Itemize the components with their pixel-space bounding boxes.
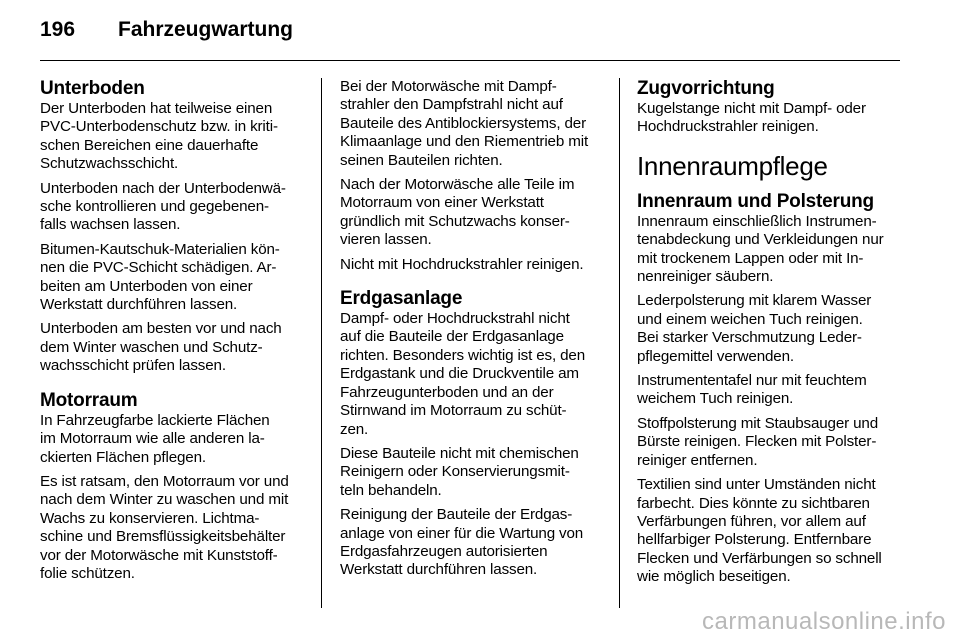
- column-right: [637, 78, 905, 593]
- paragraph: In Fahrzeugfarbe lackierte Flächen im Motorraum wie alle anderen la- ckierten Flächen pflegen.: [40, 411, 270, 466]
- paragraph: Diese Bauteile nicht mit chemischen Reinigern oder Konservierungsmit- teln behandeln.: [340, 444, 579, 499]
- paragraph: Reinigung der Bauteile der Erdgas- anlage von einer für die Wartung von Erdgasfahrzeugen autorisierten Werkstatt durchführen lassen.: [340, 506, 584, 579]
- paragraph: Unterboden am besten vor und nach dem Winter waschen und Schutz- wachsschicht prüfen lassen.: [40, 320, 282, 375]
- paragraph: Textilien sind unter Umständen nicht farbecht. Dies könnte zu sichtbaren Verfärbungen führen, vor allem auf hellfarbiger Polsterung. Entfernbare Flecken und Verfärbungen so schnell wie möglich beseitigen.: [637, 476, 882, 586]
- paragraph: Der Unterboden hat teilweise einen PVC-Unterbodenschutz bzw. in kriti- schen Bereichen eine dauerhafte Schutzwachsschicht.: [40, 100, 278, 173]
- header-rule: [40, 60, 900, 61]
- column-divider-2: [619, 78, 620, 608]
- paragraph: Instrumententafel nur mit feuchtem weichem Tuch reinigen.: [637, 372, 867, 408]
- page-number: 196: [40, 18, 76, 41]
- paragraph: Dampf- oder Hochdruckstrahl nicht auf die Bauteile der Erdgasanlage richten. Besonders wichtig ist es, den Erdgastank und die Druckventile am Fahrzeugunterboden und an der Stirnwand im Motorraum zu schüt- zen.: [340, 310, 586, 438]
- column-left: [40, 78, 308, 589]
- column-middle: [340, 78, 608, 586]
- heading-zugvorrichtung: Zugvorrichtung: [637, 78, 775, 99]
- paragraph: Bei der Motorwäsche mit Dampf- strahler den Dampfstrahl nicht auf Bauteile des Antiblockiersystems, der Klimaanlage und den Riementrieb mit seinen Bauteilen richten.: [340, 78, 589, 169]
- paragraph: Nicht mit Hochdruckstrahler reinigen.: [340, 255, 584, 273]
- heading-motorraum: Motorraum: [40, 389, 138, 411]
- paragraph: Lederpolsterung mit klarem Wasser und einem weichen Tuch reinigen. Bei starker Verschmutzung Leder- pflegemittel verwenden.: [637, 292, 872, 365]
- paragraph: Es ist ratsam, den Motorraum vor und nach dem Winter zu waschen und mit Wachs zu konservieren. Lichtma- schine und Bremsflüssigkeitsbehälter vor der Motorwäsche mit Kunststoff- folie schützen.: [40, 472, 289, 582]
- paragraph: Nach der Motorwäsche alle Teile im Motorraum von einer Werkstatt gründlich mit Schutzwachs konser- vieren lassen.: [340, 176, 575, 249]
- paragraph: Unterboden nach der Unterbodenwä- sche kontrollieren und gegebenen- falls wachsen lassen.: [40, 179, 286, 234]
- paragraph: Kugelstange nicht mit Dampf- oder Hochdruckstrahler reinigen.: [637, 100, 866, 136]
- paragraph: Stoffpolsterung mit Staubsauger und Bürste reinigen. Flecken mit Polster- reiniger entfernen.: [637, 414, 879, 469]
- column-divider-1: [321, 78, 322, 608]
- heading-innenraumpflege: Innenraumpflege: [637, 150, 828, 181]
- paragraph: Bitumen-Kautschuk-Materialien kön- nen die PVC-Schicht schädigen. Ar- beiten am Unterboden von einer Werkstatt durchführen lassen.: [40, 240, 280, 314]
- heading-unterboden: Unterboden: [40, 78, 145, 99]
- paragraph: Innenraum einschließlich Instrumen- tenabdeckung und Verkleidungen nur mit trockenem Lappen oder mit In- nenreiniger säubern.: [637, 212, 884, 286]
- heading-innenraum-polsterung: Innenraum und Polsterung: [637, 190, 874, 212]
- chapter-title: Fahrzeugwartung: [118, 18, 294, 41]
- watermark: carmanualsonline.info: [702, 608, 946, 635]
- heading-erdgasanlage: Erdgasanlage: [340, 288, 463, 310]
